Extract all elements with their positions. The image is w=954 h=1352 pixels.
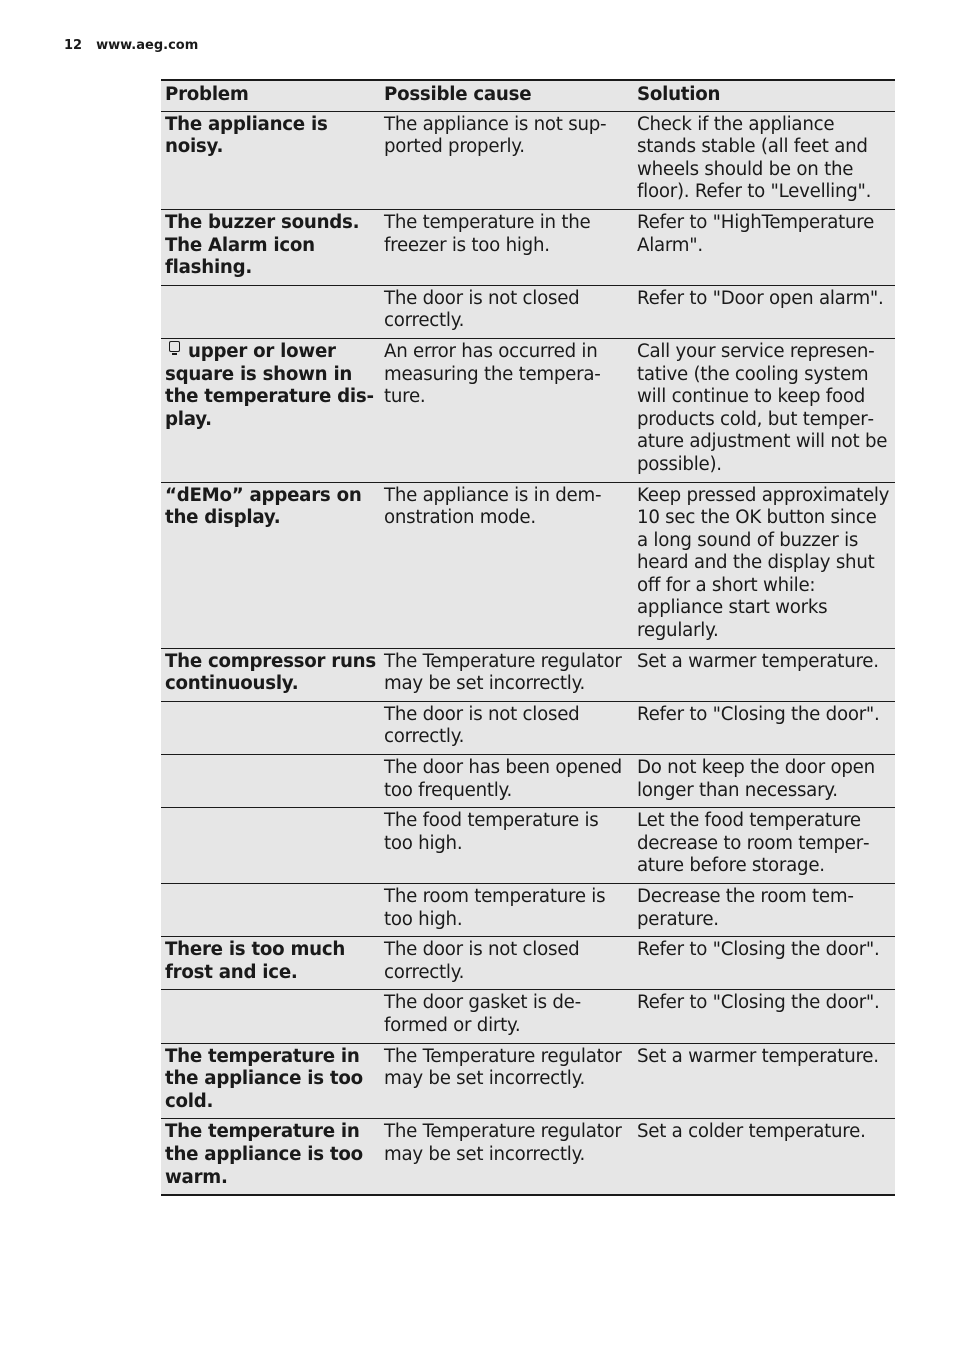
cause-cell: The door is not closed correctly. (380, 937, 633, 990)
table-row (161, 937, 895, 990)
solution-cell: Decrease the room temperature. (633, 884, 895, 937)
problem-cell (161, 990, 380, 1043)
problem-cell: The temperature in the appliance is too warm. (161, 1119, 380, 1195)
solution-cell: Set a warmer temperature. (633, 648, 895, 701)
solution-cell: Refer to "Closing the door". (633, 990, 895, 1043)
problem-cell: There is too much frost and ice. (161, 937, 380, 990)
table-header-row (161, 80, 895, 111)
table-row (161, 808, 895, 884)
table-row (161, 1119, 895, 1195)
temperature-square-icon (169, 341, 180, 352)
table-row (161, 482, 895, 648)
solution-cell: Refer to "Door open alarm". (633, 285, 895, 338)
cause-cell: The Temperature regulator may be set incorrectly. (380, 1043, 633, 1119)
solution-cell: Refer to "Closing the door". (633, 701, 895, 754)
solution-cell: Set a warmer temperature. (633, 1043, 895, 1119)
problem-cell (161, 338, 380, 482)
problem-cell: The buzzer sounds. The Alarm icon flashing. (161, 209, 380, 285)
problem-cell: The temperature in the appliance is too cold. (161, 1043, 380, 1119)
problem-cell: The appliance is noisy. (161, 111, 380, 209)
cause-cell: The appliance is in demonstration mode. (380, 482, 633, 648)
cause-cell: The door is not closed correctly. (380, 701, 633, 754)
cause-cell: The Temperature regulator may be set incorrectly. (380, 648, 633, 701)
cause-cell: The door is not closed correctly. (380, 285, 633, 338)
problem-cell: The compressor runs continuously. (161, 648, 380, 701)
table-row (161, 701, 895, 754)
website-url: www.aeg.com (96, 38, 199, 53)
solution-cell: Let the food temperature decrease to room temperature before storage. (633, 808, 895, 884)
column-header-problem: Problem (161, 80, 380, 111)
column-header-cause: Possible cause (380, 80, 633, 111)
table-row (161, 648, 895, 701)
table-row (161, 111, 895, 209)
table-row (161, 755, 895, 808)
solution-cell: Call your service representative (the cooling system will continue to keep food products cold, but temperature adjustment will not be possible). (633, 338, 895, 482)
page-number: 12 (64, 38, 83, 53)
solution-cell: Check if the appliance stands stable (all feet and wheels should be on the floor). Refer to "Levelling". (633, 111, 895, 209)
table-row (161, 338, 895, 482)
table-row (161, 209, 895, 285)
problem-cell (161, 755, 380, 808)
solution-cell: Set a colder temperature. (633, 1119, 895, 1195)
troubleshooting-table (161, 79, 895, 1196)
cause-cell: The appliance is not supported properly. (380, 111, 633, 209)
solution-cell: Refer to "Closing the door". (633, 937, 895, 990)
cause-cell: The door has been opened too frequently. (380, 755, 633, 808)
table-row (161, 1043, 895, 1119)
table-row (161, 884, 895, 937)
problem-cell (161, 285, 380, 338)
solution-cell: Refer to "HighTemperature Alarm". (633, 209, 895, 285)
cause-cell: The Temperature regulator may be set incorrectly. (380, 1119, 633, 1195)
table-row (161, 285, 895, 338)
problem-cell: “dEMo” appears on the display. (161, 482, 380, 648)
table-row (161, 990, 895, 1043)
cause-cell: The temperature in the freezer is too high. (380, 209, 633, 285)
problem-text: upper or lower square is shown in the temperature display. (165, 340, 375, 430)
problem-cell (161, 808, 380, 884)
cause-cell: The food temperature is too high. (380, 808, 633, 884)
problem-cell (161, 884, 380, 937)
problem-cell (161, 701, 380, 754)
cause-cell: The room temperature is too high. (380, 884, 633, 937)
cause-cell: The door gasket is deformed or dirty. (380, 990, 633, 1043)
solution-cell: Keep pressed approximately 10 sec the OK button since a long sound of buzzer is heard and the display shut off for a short while: appliance start works regularly. (633, 482, 895, 648)
column-header-solution: Solution (633, 80, 895, 111)
solution-cell: Do not keep the door open longer than necessary. (633, 755, 895, 808)
page-header (64, 38, 198, 53)
cause-cell: An error has occurred in measuring the temperature. (380, 338, 633, 482)
